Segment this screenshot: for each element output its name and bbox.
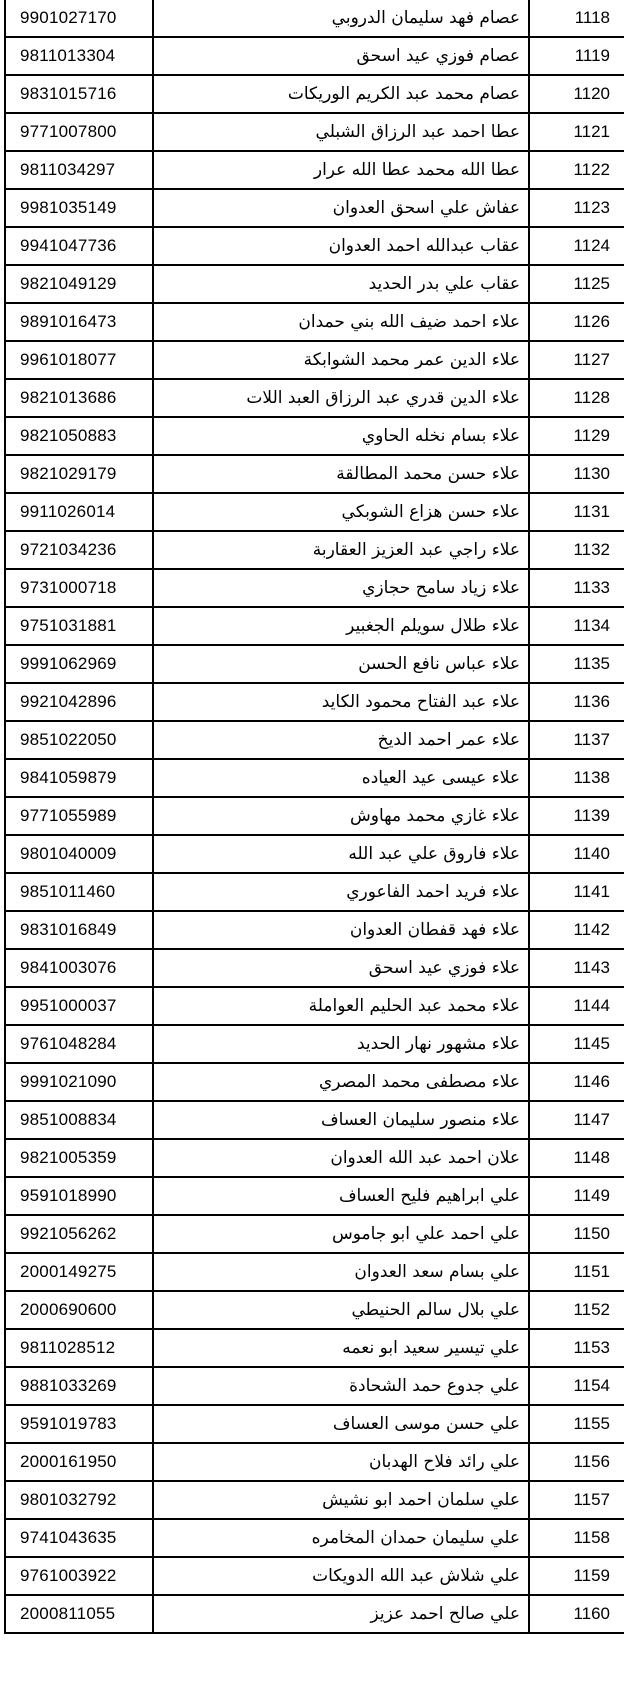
full-name-cell: علان احمد عبد الله العدوان (153, 1139, 529, 1177)
table-row (5, 759, 624, 797)
full-name-cell: علاء مصطفى محمد المصري (153, 1063, 529, 1101)
full-name-cell: علي بلال سالم الحنيطي (153, 1291, 529, 1329)
serial-number-cell: 1140 (529, 835, 624, 873)
national-id-cell: 9761048284 (5, 1025, 153, 1063)
national-id-cell: 9801040009 (5, 835, 153, 873)
serial-number-cell: 1144 (529, 987, 624, 1025)
full-name-cell: علي حسن موسى العساف (153, 1405, 529, 1443)
table-row (5, 531, 624, 569)
table-row (5, 1025, 624, 1063)
serial-number-cell: 1137 (529, 721, 624, 759)
serial-number-cell: 1158 (529, 1519, 624, 1557)
serial-number-cell: 1136 (529, 683, 624, 721)
national-id-cell: 9771055989 (5, 797, 153, 835)
full-name-cell: علي احمد علي ابو جاموس (153, 1215, 529, 1253)
table-row (5, 1101, 624, 1139)
full-name-cell: علاء محمد عبد الحليم العواملة (153, 987, 529, 1025)
national-id-cell: 9591019783 (5, 1405, 153, 1443)
table-row (5, 1329, 624, 1367)
serial-number-cell: 1130 (529, 455, 624, 493)
serial-number-cell: 1120 (529, 75, 624, 113)
serial-number-cell: 1143 (529, 949, 624, 987)
full-name-cell: علاء عباس نافع الحسن (153, 645, 529, 683)
national-id-cell: 9831016849 (5, 911, 153, 949)
table-row (5, 987, 624, 1025)
serial-number-cell: 1142 (529, 911, 624, 949)
national-id-cell: 2000811055 (5, 1595, 153, 1633)
full-name-cell: علاء فوزي عيد اسحق (153, 949, 529, 987)
serial-number-cell: 1139 (529, 797, 624, 835)
table-row (5, 0, 624, 37)
full-name-cell: علاء الدين عمر محمد الشوابكة (153, 341, 529, 379)
full-name-cell: علي سليمان حمدان المخامره (153, 1519, 529, 1557)
national-id-cell: 9771007800 (5, 113, 153, 151)
full-name-cell: علاء فاروق علي عبد الله (153, 835, 529, 873)
national-id-cell: 9851011460 (5, 873, 153, 911)
serial-number-cell: 1156 (529, 1443, 624, 1481)
national-id-cell: 9951000037 (5, 987, 153, 1025)
national-id-cell: 2000690600 (5, 1291, 153, 1329)
serial-number-cell: 1129 (529, 417, 624, 455)
national-id-cell: 9941047736 (5, 227, 153, 265)
table-row (5, 1215, 624, 1253)
full-name-cell: علاء حسن محمد المطالقة (153, 455, 529, 493)
table-row (5, 341, 624, 379)
serial-number-cell: 1157 (529, 1481, 624, 1519)
table-row (5, 607, 624, 645)
national-id-cell: 9841059879 (5, 759, 153, 797)
serial-number-cell: 1135 (529, 645, 624, 683)
table-row (5, 911, 624, 949)
serial-number-cell: 1148 (529, 1139, 624, 1177)
table-row (5, 455, 624, 493)
national-id-cell: 9821029179 (5, 455, 153, 493)
table-row (5, 645, 624, 683)
serial-number-cell: 1141 (529, 873, 624, 911)
full-name-cell: علاء عمر احمد الديخ (153, 721, 529, 759)
full-name-cell: علاء فهد قفطان العدوان (153, 911, 529, 949)
table-row (5, 1177, 624, 1215)
national-id-cell: 9841003076 (5, 949, 153, 987)
serial-number-cell: 1147 (529, 1101, 624, 1139)
full-name-cell: عطا الله محمد عطا الله عرار (153, 151, 529, 189)
table-row (5, 1405, 624, 1443)
table-row (5, 493, 624, 531)
serial-number-cell: 1154 (529, 1367, 624, 1405)
national-id-cell: 9891016473 (5, 303, 153, 341)
full-name-cell: علي سلمان احمد ابو نشيش (153, 1481, 529, 1519)
table-row (5, 1139, 624, 1177)
serial-number-cell: 1145 (529, 1025, 624, 1063)
national-id-cell: 9811013304 (5, 37, 153, 75)
roster-table (4, 0, 624, 1634)
serial-number-cell: 1153 (529, 1329, 624, 1367)
table-row (5, 75, 624, 113)
full-name-cell: علاء منصور سليمان العساف (153, 1101, 529, 1139)
serial-number-cell: 1118 (529, 0, 624, 37)
serial-number-cell: 1149 (529, 1177, 624, 1215)
serial-number-cell: 1152 (529, 1291, 624, 1329)
table-row (5, 265, 624, 303)
full-name-cell: علي بسام سعد العدوان (153, 1253, 529, 1291)
national-id-cell: 9881033269 (5, 1367, 153, 1405)
serial-number-cell: 1151 (529, 1253, 624, 1291)
table-row (5, 797, 624, 835)
national-id-cell: 9901027170 (5, 0, 153, 37)
full-name-cell: علاء طلال سويلم الجغبير (153, 607, 529, 645)
full-name-cell: علي جدوع حمد الشحادة (153, 1367, 529, 1405)
serial-number-cell: 1155 (529, 1405, 624, 1443)
table-row (5, 113, 624, 151)
national-id-cell: 9801032792 (5, 1481, 153, 1519)
serial-number-cell: 1132 (529, 531, 624, 569)
table-row (5, 1291, 624, 1329)
table-row (5, 1481, 624, 1519)
serial-number-cell: 1133 (529, 569, 624, 607)
table-row (5, 303, 624, 341)
national-id-cell: 9921056262 (5, 1215, 153, 1253)
national-id-cell: 9991062969 (5, 645, 153, 683)
national-id-cell: 9811034297 (5, 151, 153, 189)
table-row (5, 683, 624, 721)
national-id-cell: 9821005359 (5, 1139, 153, 1177)
national-id-cell: 9991021090 (5, 1063, 153, 1101)
table-row (5, 1253, 624, 1291)
full-name-cell: علي شلاش عبد الله الدويكات (153, 1557, 529, 1595)
national-id-cell: 9591018990 (5, 1177, 153, 1215)
national-id-cell: 9921042896 (5, 683, 153, 721)
full-name-cell: علاء حسن هزاع الشوبكي (153, 493, 529, 531)
full-name-cell: علاء زياد سامح حجازي (153, 569, 529, 607)
full-name-cell: عصام فهد سليمان الدروبي (153, 0, 529, 37)
table-row (5, 1557, 624, 1595)
national-id-cell: 9821050883 (5, 417, 153, 455)
national-id-cell: 2000161950 (5, 1443, 153, 1481)
full-name-cell: علاء غازي محمد مهاوش (153, 797, 529, 835)
serial-number-cell: 1122 (529, 151, 624, 189)
table-row (5, 189, 624, 227)
table-row (5, 1063, 624, 1101)
table-row (5, 1443, 624, 1481)
table-row (5, 569, 624, 607)
national-id-cell: 2000149275 (5, 1253, 153, 1291)
table-row (5, 1595, 624, 1633)
table-row (5, 1519, 624, 1557)
serial-number-cell: 1126 (529, 303, 624, 341)
serial-number-cell: 1146 (529, 1063, 624, 1101)
table-row (5, 835, 624, 873)
serial-number-cell: 1128 (529, 379, 624, 417)
table-row (5, 721, 624, 759)
full-name-cell: علاء فريد احمد الفاعوري (153, 873, 529, 911)
national-id-cell: 9831015716 (5, 75, 153, 113)
full-name-cell: عقاب علي بدر الحديد (153, 265, 529, 303)
serial-number-cell: 1121 (529, 113, 624, 151)
table-row (5, 949, 624, 987)
national-id-cell: 9961018077 (5, 341, 153, 379)
national-id-cell: 9981035149 (5, 189, 153, 227)
full-name-cell: علاء عبد الفتاح محمود الكايد (153, 683, 529, 721)
table-row (5, 151, 624, 189)
full-name-cell: علي صالح احمد عزيز (153, 1595, 529, 1633)
national-id-cell: 9761003922 (5, 1557, 153, 1595)
national-id-cell: 9821013686 (5, 379, 153, 417)
roster-sheet (4, 0, 624, 1704)
full-name-cell: علي رائد فلاح الهدبان (153, 1443, 529, 1481)
roster-body (5, 0, 624, 1633)
serial-number-cell: 1134 (529, 607, 624, 645)
table-row (5, 1367, 624, 1405)
serial-number-cell: 1160 (529, 1595, 624, 1633)
national-id-cell: 9811028512 (5, 1329, 153, 1367)
full-name-cell: علي ابراهيم فليح العساف (153, 1177, 529, 1215)
full-name-cell: علي تيسير سعيد ابو نعمه (153, 1329, 529, 1367)
serial-number-cell: 1159 (529, 1557, 624, 1595)
serial-number-cell: 1127 (529, 341, 624, 379)
full-name-cell: علاء راجي عبد العزيز العقاربة (153, 531, 529, 569)
serial-number-cell: 1150 (529, 1215, 624, 1253)
full-name-cell: علاء بسام نخله الحاوي (153, 417, 529, 455)
table-row (5, 227, 624, 265)
full-name-cell: علاء مشهور نهار الحديد (153, 1025, 529, 1063)
serial-number-cell: 1123 (529, 189, 624, 227)
full-name-cell: علاء الدين قدري عبد الرزاق العبد اللات (153, 379, 529, 417)
full-name-cell: عصام محمد عبد الكريم الوريكات (153, 75, 529, 113)
full-name-cell: علاء احمد ضيف الله بني حمدان (153, 303, 529, 341)
full-name-cell: عفاش علي اسحق العدوان (153, 189, 529, 227)
serial-number-cell: 1138 (529, 759, 624, 797)
national-id-cell: 9821049129 (5, 265, 153, 303)
serial-number-cell: 1119 (529, 37, 624, 75)
table-row (5, 873, 624, 911)
serial-number-cell: 1124 (529, 227, 624, 265)
table-row (5, 37, 624, 75)
national-id-cell: 9731000718 (5, 569, 153, 607)
serial-number-cell: 1131 (529, 493, 624, 531)
serial-number-cell: 1125 (529, 265, 624, 303)
full-name-cell: عقاب عبدالله احمد العدوان (153, 227, 529, 265)
national-id-cell: 9851008834 (5, 1101, 153, 1139)
table-row (5, 417, 624, 455)
full-name-cell: عطا احمد عبد الرزاق الشبلي (153, 113, 529, 151)
full-name-cell: علاء عيسى عيد العياده (153, 759, 529, 797)
full-name-cell: عصام فوزي عيد اسحق (153, 37, 529, 75)
national-id-cell: 9751031881 (5, 607, 153, 645)
national-id-cell: 9721034236 (5, 531, 153, 569)
national-id-cell: 9851022050 (5, 721, 153, 759)
table-row (5, 379, 624, 417)
national-id-cell: 9741043635 (5, 1519, 153, 1557)
national-id-cell: 9911026014 (5, 493, 153, 531)
